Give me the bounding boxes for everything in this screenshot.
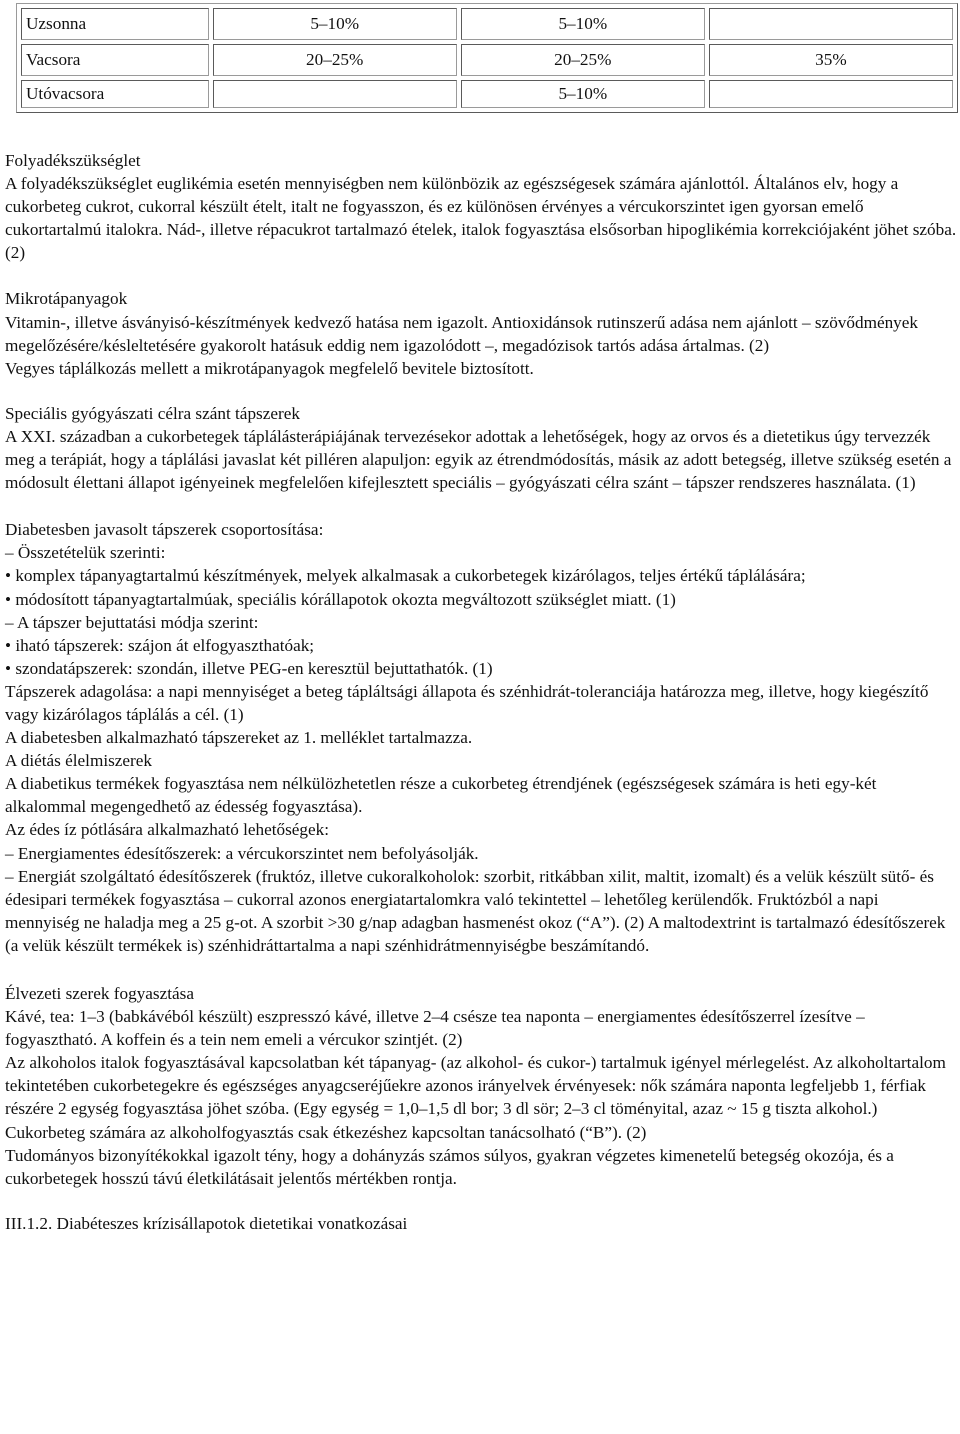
paragraph-folyadek: A folyadékszükséglet euglikémia esetén mennyiségben nem különbözik az egészségesek számára ajánlottól. Általános elv, hogy a cukorbeteg cukrot, cukorral készült ételt, italt ne fogyasszon, és ez különösen érvényes a vércukorszintet igen gyorsan emelő cukortartalmú italokra. Nád-, illetve répacukrot tartalmazó ételek, italok fogyasztása elsősorban hipoglikémia korrekciójaként jöhet szóba. (2) — [5, 174, 957, 263]
table-row — [21, 44, 953, 76]
paragraph: Tudományos bizonyítékokkal igazolt tény, hogy a dohányzás számos súlyos, gyakran végzetes kimenetelű betegség okozója, és a cukorbetegek hosszú távú életkilátásait jelentős mértékben rontja. — [5, 1145, 894, 1188]
paragraph: Tápszerek adagolása: a napi mennyiséget a beteg tápláltsági állapota és szénhidrát-toleranciája határozza meg, illetve, hogy kiegészítő vagy kizárólagos táplálás a cél. (1) — [5, 681, 929, 724]
paragraph-mikro-2: Vegyes táplálkozás mellett a mikrotápanyagok megfelelő bevitele biztosított. — [5, 358, 534, 378]
next-section-heading: III.1.2. Diabéteszes krízisállapotok dietetikai vonatkozásai — [5, 1213, 408, 1233]
table-cell: 5–10% — [461, 80, 705, 108]
paragraph: A diabetesben alkalmazható tápszereket az 1. melléklet tartalmazza. — [5, 728, 473, 748]
table-row — [21, 80, 953, 108]
list-item: – A tápszer bejuttatási módja szerint: — [5, 612, 259, 632]
subheading-dietas: A diétás élelmiszerek — [5, 751, 152, 771]
paragraph-mikro: Vitamin-, illetve ásványisó-készítmények kedvező hatása nem igazolt. Antioxidánsok rutinszerű adása nem ajánlott – szövődmények megelőzésére/késleltetésére gyakorolt hatásuk eddig nem igazolódott –, megadózisok tartós adása ártalmas. (2) — [5, 312, 918, 355]
section-heading-tapszerek: Diabetesben javasolt tápszerek csoportosítása: — [5, 520, 324, 540]
paragraph: Az alkoholos italok fogyasztásával kapcsolatban két tápanyag- (az alkohol- és cukor-) tartalmuk igényel mérlegelést. Az alkoholtartalom tekintetében cukorbetegekre és egészséges anyagcseréjűekre azonos irányelvek érvényesek: nők számára naponta legfeljebb 1, férfiak részére 2 egység fogyasztása jöhet szóba. (Egy egység = 1,0–1,5 dl bor; 3 dl sör; 2–3 cl töményital, azaz ~ 15 g tiszta alkohol.) Cukorbeteg számára az alkoholfogyasztás csak étkezéshez kapcsoltan tanácsolható (“B”). (2) — [5, 1053, 946, 1142]
list-item: – Energiát szolgáltató édesítőszerek (fruktóz, illetve cukoralkoholok: szorbit, ritkábban xilit, maltit, izomalt) és a velük készült sütő- és édesipari termékek fogyasztása – cukorral azonos energiatartalomkra való tekintettel – lehetőleg kerülendők. Fruktózból a napi mennyiség ne haladja meg a 25 g-ot. A szorbit >30 g/nap adagban hasmenést okoz (“A”). (2) A maltodextrint is tartalmazó édesítőszerek (a velük készült termékek is) szénhidráttartalma a napi szénhidrátmennyiségbe beszámítandó. — [5, 866, 946, 955]
table-cell: 20–25% — [461, 44, 705, 76]
table-cell: 35% — [709, 44, 953, 76]
list-item: – Energiamentes édesítőszerek: a vércukorszintet nem befolyásolják. — [5, 843, 479, 863]
section-heading-specialis: Speciális gyógyászati célra szánt tápszerek — [5, 403, 300, 423]
section-heading-elvezeti: Élvezeti szerek fogyasztása — [5, 984, 194, 1003]
table-cell: Utóvacsora — [21, 80, 209, 108]
table-cell — [709, 80, 953, 108]
table-cell — [709, 8, 953, 40]
list-item: • módosított tápanyagtartalmúak, speciális kórállapotok okozta megváltozott szükséglet miatt. (1) — [5, 589, 676, 609]
section-heading-folyadek: Folyadékszükséglet — [5, 151, 141, 170]
document-body — [5, 149, 957, 1235]
table-cell: 5–10% — [461, 8, 705, 40]
table-cell: Uzsonna — [21, 8, 209, 40]
list-item: • iható tápszerek: szájon át elfogyaszthatóak; — [5, 635, 315, 655]
table-cell — [213, 80, 457, 108]
table-row — [21, 8, 953, 40]
meal-distribution-table — [16, 3, 958, 113]
table-cell: 5–10% — [213, 8, 457, 40]
paragraph: Kávé, tea: 1–3 (babkávéból készült) eszpresszó kávé, illetve 2–4 csésze tea naponta – energiamentes édesítőszerrel ízesítve – fogyasztható. A koffein és a tein nem emeli a vércukor szintjét. (2) — [5, 1007, 865, 1050]
paragraph: A diabetikus termékek fogyasztása nem nélkülözhetetlen része a cukorbeteg étrendjének (egészségesek számára is heti egy-két alkalommal megengedhető az édesség fogyasztása). — [5, 774, 877, 817]
list-item: • komplex tápanyagtartalmú készítmények, melyek alkalmasak a cukorbetegek kizárólagos, teljes értékű táplálására; — [5, 566, 806, 586]
list-item: – Összetételük szerinti: — [5, 543, 166, 563]
list-item: • szondatápszerek: szondán, illetve PEG-en keresztül bejuttathatók. (1) — [5, 658, 493, 678]
section-heading-mikro: Mikrotápanyagok — [5, 289, 128, 309]
table-cell: 20–25% — [213, 44, 457, 76]
paragraph: Az édes íz pótlására alkalmazható lehetőségek: — [5, 820, 330, 840]
table-cell: Vacsora — [21, 44, 209, 76]
paragraph-specialis: A XXI. században a cukorbetegek táplálásterápiájának tervezésekor adottak a lehetőségek, hogy az orvos és a dietetikus úgy tervezzék meg a terápiát, hogy a táplálási javaslat két pilléren alapuljon: egyik az étrendmódosítás, másik az adott betegség, illetve szükség esetén a módosult élettani állapot igényeinek megfelelően kifejlesztett speciális – gyógyászati célra szánt – tápszer rendszeres használata. (1) — [5, 426, 952, 493]
